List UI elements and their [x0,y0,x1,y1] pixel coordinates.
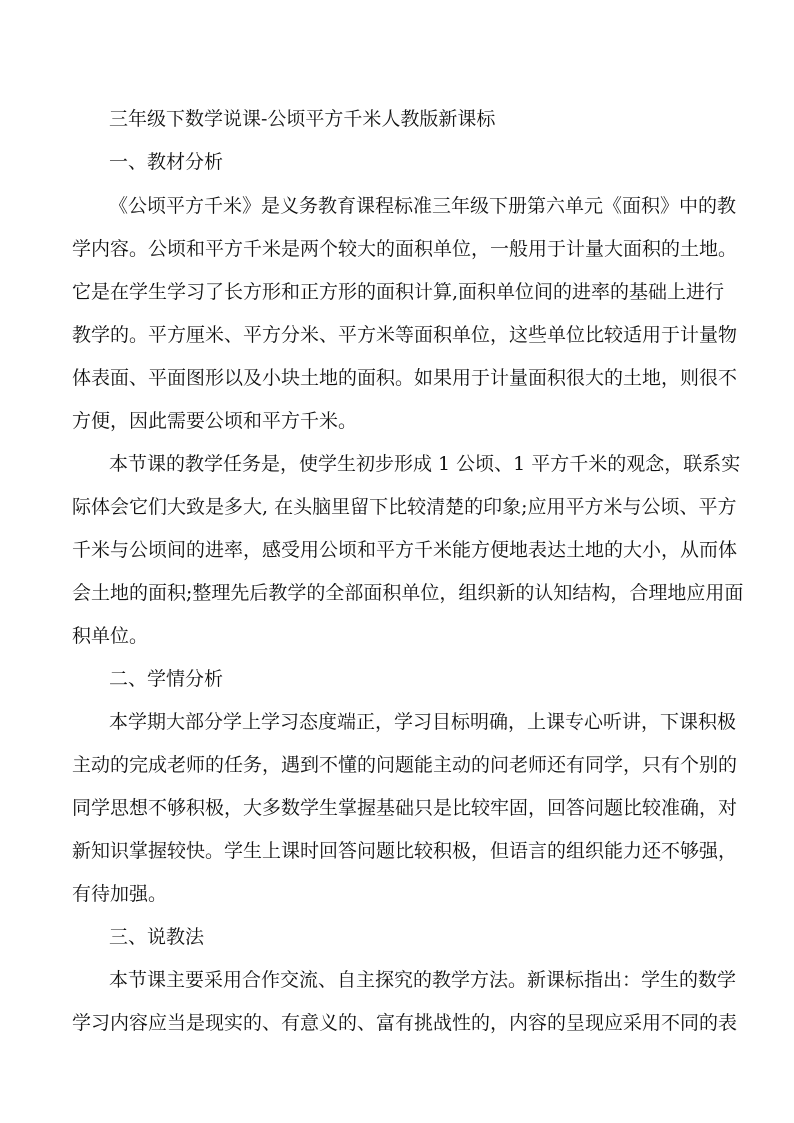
paragraph-line: 同学思想不够积极，大多数学生掌握基础只是比较牢固，回答问题比较准确，对 [72,797,738,819]
paragraph-line: 会土地的面积;整理先后教学的全部面积单位，组织新的认知结构，合理地应用面 [72,582,744,604]
section-heading-teaching-method: 三、说教法 [109,926,205,948]
paragraph-line: 教学的。平方厘米、平方分米、平方米等面积单位，这些单位比较适用于计量物 [72,324,738,346]
paragraph-line: 千米与公顷间的进率，感受用公顷和平方千米能方便地表达土地的大小，从而体 [72,539,738,561]
paragraph-line: 方便，因此需要公顷和平方千米。 [72,410,358,432]
paragraph-line: 《公顷平方千米》是义务教育课程标准三年级下册第六单元《面积》中的教 [109,195,737,217]
paragraph-line: 本节课的教学任务是，使学生初步形成 1 公顷、1 平方千米的观念，联系实 [109,453,741,475]
paragraph-line: 它是在学生学习了长方形和正方形的面积计算,面积单位间的进率的基础上进行 [72,281,725,303]
document-title: 三年级下数学说课-公顷平方千米人教版新课标 [109,108,496,130]
paragraph-line: 积单位。 [72,625,149,647]
paragraph-line: 有待加强。 [72,883,168,905]
paragraph-line: 学内容。公顷和平方千米是两个较大的面积单位，一般用于计量大面积的土地。 [72,238,738,260]
section-heading-textbook-analysis: 一、教材分析 [109,151,224,173]
paragraph-line: 主动的完成老师的任务，遇到不懂的问题能主动的问老师还有同学，只有个别的 [72,754,738,776]
paragraph-line: 体表面、平面图形以及小块土地的面积。如果用于计量面积很大的土地，则很不 [72,367,738,389]
paragraph-line: 新知识掌握较快。学生上课时回答问题比较积极，但语言的组织能力还不够强， [72,840,738,862]
section-heading-student-analysis: 二、学情分析 [109,668,224,690]
paragraph-line: 本学期大部分学上学习态度端正，学习目标明确，上课专心听讲，下课积极 [109,711,737,733]
paragraph-line: 学习内容应当是现实的、有意义的、富有挑战性的，内容的呈现应采用不同的表 [72,1012,738,1034]
paragraph-line: 际体会它们大致是多大, 在头脑里留下比较清楚的印象;应用平方米与公顷、平方 [72,496,737,518]
paragraph-line: 本节课主要采用合作交流、自主探究的教学方法。新课标指出：学生的数学 [109,969,737,991]
